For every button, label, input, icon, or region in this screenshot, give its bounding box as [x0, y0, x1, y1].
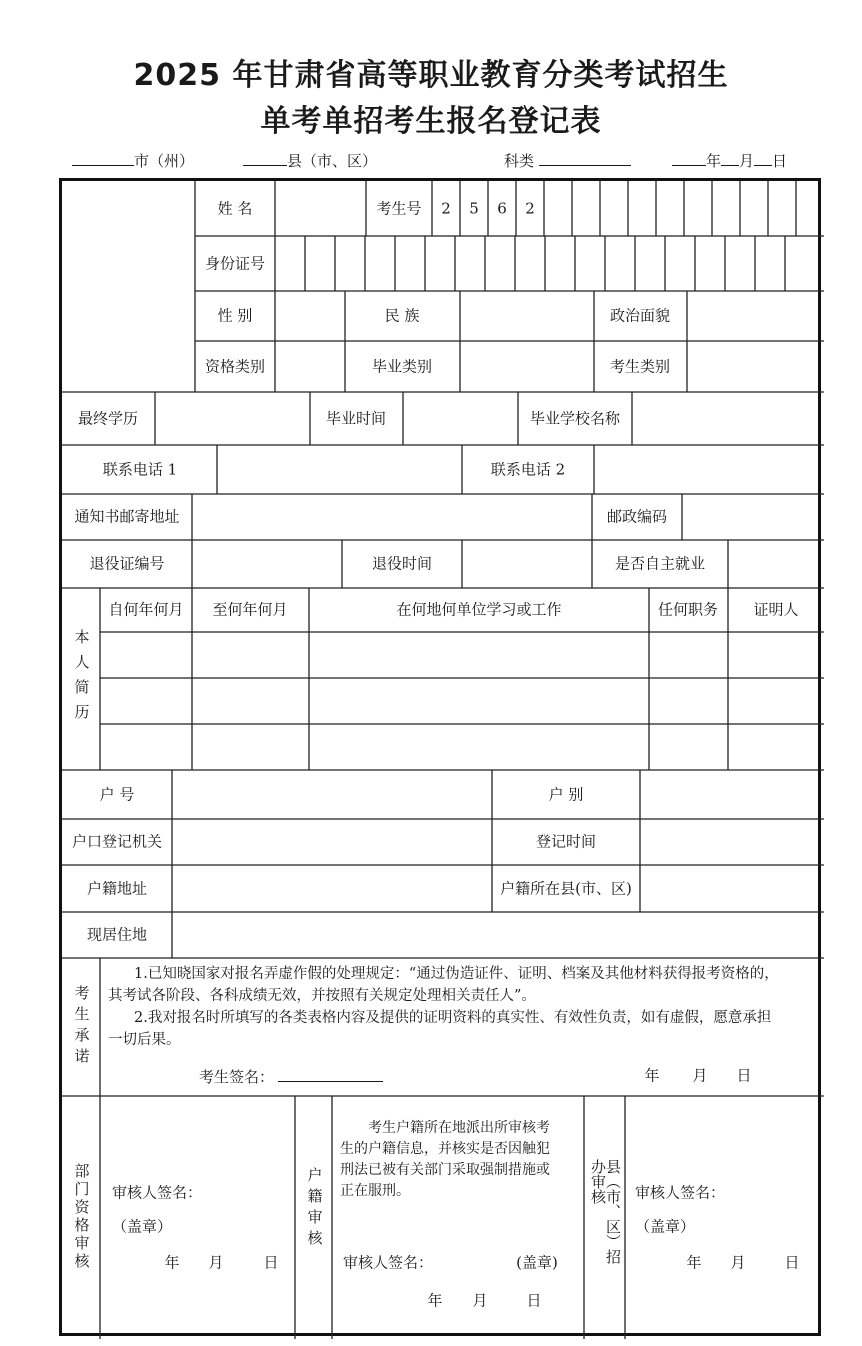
grad-type-label: 毕业类别 — [371, 357, 433, 376]
county-field[interactable]: 县（市、区） — [243, 150, 377, 171]
date-field[interactable]: 年 月 日 — [672, 150, 787, 171]
household-office-label: 户口登记机关 — [71, 832, 163, 851]
current-address-label: 现居住地 — [86, 925, 148, 944]
form-title-line1: 2025 年甘肃省高等职业教育分类考试招生 — [133, 58, 729, 93]
dept-reviewer-sign[interactable]: 审核人签名： — [112, 1183, 203, 1202]
pledge-text — [108, 963, 820, 1051]
dept-month: 月 — [208, 1253, 224, 1272]
resume-witness-header: 证明人 — [753, 600, 799, 619]
pledge-item1-line2: 其考试各阶段、各科成绩无效，并按照有关规定处理相关责任人”。 — [108, 988, 536, 1004]
county-year: 年 — [686, 1253, 702, 1272]
county-month: 月 — [730, 1253, 746, 1272]
police-review-line: 生的户籍信息，并核实是否因触犯 — [340, 1141, 550, 1157]
dept-seal: （盖章） — [112, 1217, 173, 1236]
self-employed-label: 是否自主就业 — [614, 554, 706, 573]
resume-position-header: 任何职务 — [657, 600, 719, 619]
exam-no-digit: 2 — [441, 199, 451, 218]
police-review-text — [340, 1118, 580, 1202]
dept-year: 年 — [164, 1253, 180, 1272]
pledge-item2-line1: 2.我对报名时所填写的各类表格内容及提供的证明资料的真实性、有效性负责，如有虚假，愿意承担 — [134, 1010, 772, 1026]
education-label: 最终学历 — [77, 409, 139, 428]
exam-no-digit: 6 — [497, 199, 507, 218]
name-label: 姓 名 — [217, 199, 253, 218]
qualification-label: 资格类别 — [204, 357, 266, 376]
postal-code-label: 邮政编码 — [606, 507, 668, 526]
county-review-label: 县（市、区）招办审核 — [589, 1159, 622, 1264]
grad-time-label: 毕业时间 — [325, 409, 387, 428]
household-county-label: 户籍所在县(市、区) — [500, 879, 632, 898]
resume-label: 本人简历 — [72, 629, 91, 729]
pledge-item2-line2: 一切后果。 — [108, 1032, 181, 1048]
exam-no-digit: 2 — [525, 199, 535, 218]
mail-address-label: 通知书邮寄地址 — [74, 507, 180, 526]
politics-label: 政治面貌 — [609, 306, 671, 325]
school-name-label: 毕业学校名称 — [529, 409, 621, 428]
police-day: 日 — [526, 1291, 542, 1310]
county-day: 日 — [784, 1253, 800, 1272]
police-seal: (盖章) — [516, 1253, 558, 1272]
pledge-month: 月 — [692, 1066, 708, 1085]
police-month: 月 — [472, 1291, 488, 1310]
household-no-label: 户 号 — [99, 785, 135, 804]
household-type-label: 户 别 — [548, 785, 584, 804]
county-seal: （盖章） — [635, 1217, 696, 1236]
city-field[interactable]: 市（州） — [72, 150, 194, 171]
dept-review-label: 部门资格审核 — [72, 1163, 91, 1271]
gender-label: 性 别 — [217, 306, 253, 325]
pledge-year: 年 — [644, 1066, 660, 1085]
register-time-label: 登记时间 — [535, 832, 597, 851]
household-review-label: 户籍审核 — [305, 1167, 324, 1251]
candidate-type-label: 考生类别 — [609, 357, 671, 376]
police-review-line: 考生户籍所在地派出所审核考 — [368, 1120, 550, 1136]
resume-place-header: 在何地何单位学习或工作 — [396, 600, 562, 619]
phone2-label: 联系电话 2 — [490, 460, 566, 479]
police-reviewer-sign[interactable]: 审核人签名： — [343, 1253, 434, 1272]
subject-field[interactable]: 科类 — [504, 150, 631, 171]
veteran-time-label: 退役时间 — [371, 554, 433, 573]
police-year: 年 — [427, 1291, 443, 1310]
candidate-signature[interactable]: 考生签名： — [199, 1067, 383, 1085]
household-address-label: 户籍地址 — [86, 879, 148, 898]
id-card-label: 身份证号 — [204, 254, 266, 273]
registration-form-table — [59, 178, 821, 1336]
pledge-day: 日 — [736, 1066, 752, 1085]
phone1-label: 联系电话 1 — [102, 460, 178, 479]
exam-no-label: 考生号 — [376, 199, 422, 218]
resume-to-header: 至何年何月 — [212, 600, 288, 619]
ethnicity-label: 民 族 — [384, 306, 420, 325]
form-title-line2: 单考单招考生报名登记表 — [260, 104, 602, 139]
county-reviewer-sign[interactable]: 审核人签名： — [635, 1183, 726, 1202]
pledge-label: 考生承诺 — [72, 985, 91, 1069]
pledge-item1-line1: 1.已知晓国家对报名弄虚作假的处理规定：“通过伪造证件、证明、档案及其他材料获得报考资格的， — [134, 966, 779, 982]
dept-day: 日 — [263, 1253, 279, 1272]
resume-from-header: 自何年何月 — [108, 600, 184, 619]
exam-no-digit: 5 — [469, 199, 479, 218]
police-review-line: 刑法已被有关部门采取强制措施或 — [340, 1162, 550, 1178]
veteran-no-label: 退役证编号 — [89, 554, 165, 573]
police-review-line: 正在服刑。 — [340, 1183, 410, 1199]
